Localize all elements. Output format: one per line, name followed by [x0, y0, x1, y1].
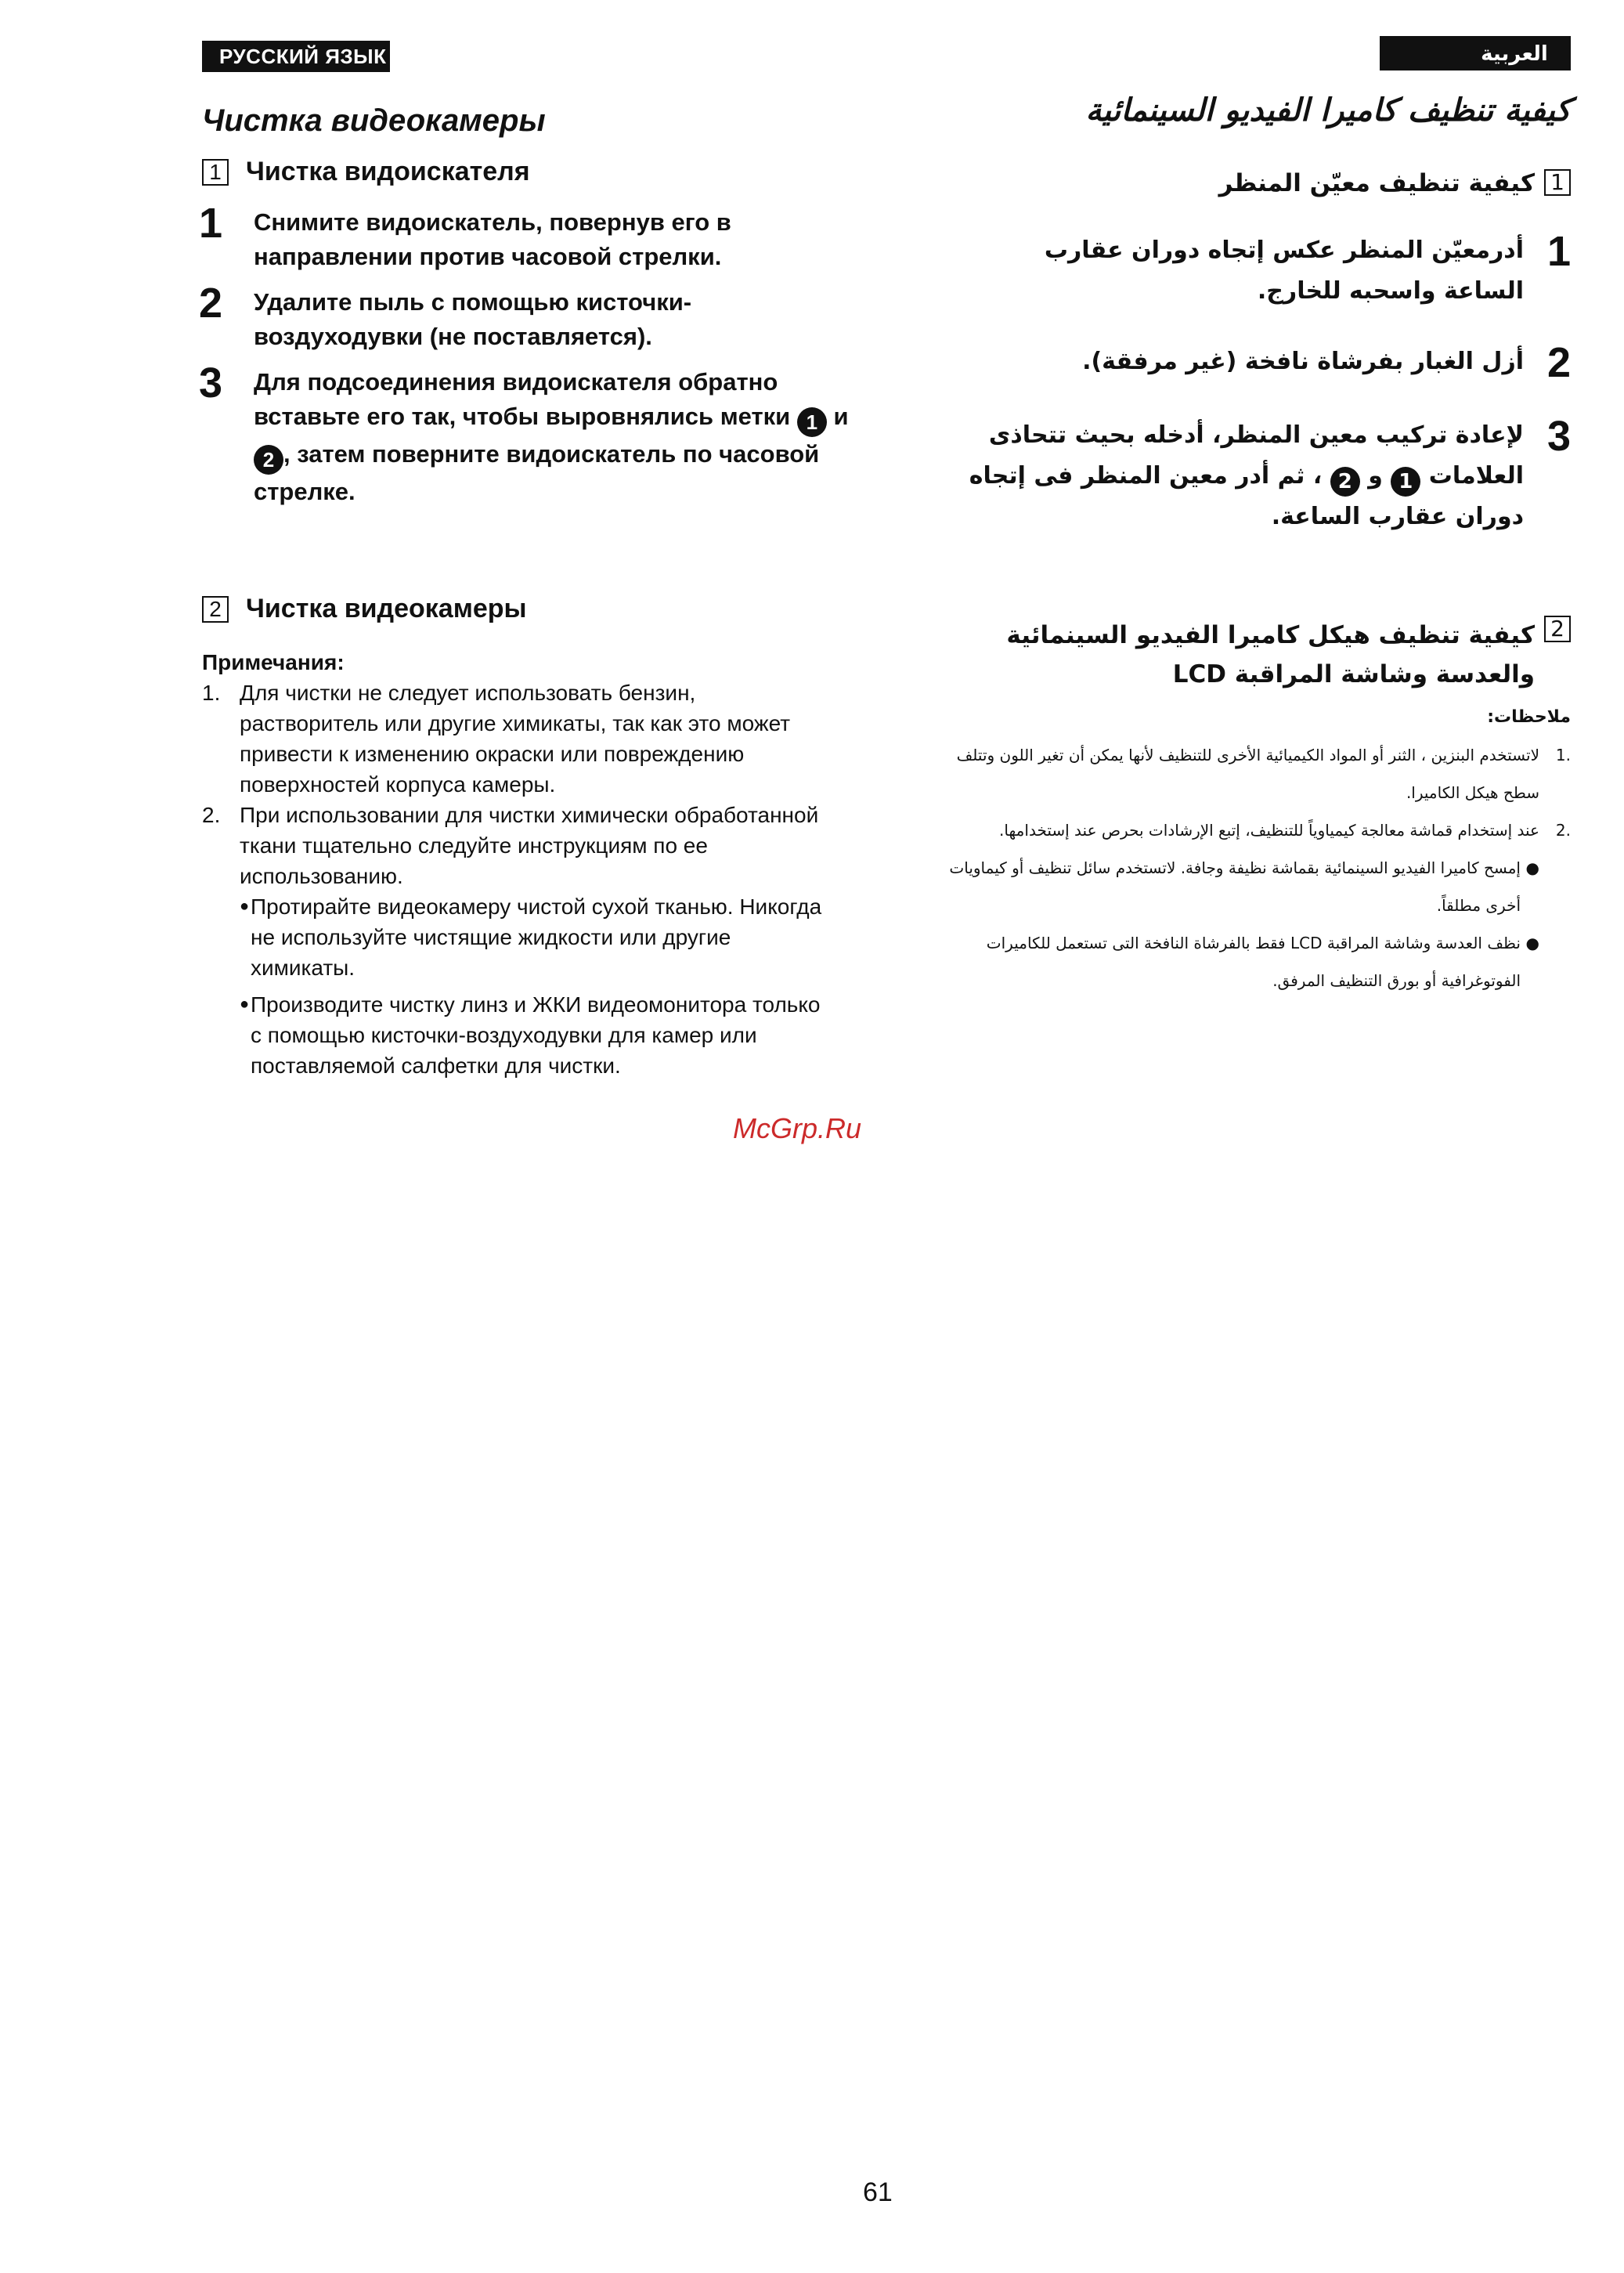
note-index: 2. [202, 803, 221, 827]
bullet-text: Производите чистку линз и ЖКИ видеомонитора только с помощью кисточки-воздуходувки для камер или поставляемой салфетки для чистки. [251, 992, 821, 1078]
russian-main-title: Чистка видеокамеры [202, 103, 546, 138]
step-text-part: , затем поверните видоискатель по часовой стрелке. [254, 440, 820, 505]
note-index: .2 [1555, 821, 1571, 840]
section-number-box: 2 [1544, 616, 1571, 642]
step-number: 1 [199, 200, 223, 247]
arabic-step-1 [960, 230, 1571, 312]
step-text-part: Для подсоединения видоискателя обратно вставьте его так, чтобы выровнялись метки [254, 368, 791, 430]
mark-1-icon: 1 [1391, 467, 1420, 497]
step-text: Удалите пыль с помощью кисточки-воздуходувки (не поставляется). [254, 288, 692, 350]
arabic-section-2-heading [944, 616, 1571, 694]
bullet-icon: ● [1525, 858, 1539, 877]
russian-step-2 [199, 282, 849, 354]
section-title: Чистка видеокамеры [246, 594, 527, 623]
bullet-icon: ● [1525, 934, 1539, 952]
russian-section-2-heading [202, 594, 527, 624]
note-bullet [944, 849, 1539, 924]
note-item [202, 800, 828, 891]
note-bullet [240, 891, 828, 983]
mark-1-icon: 1 [797, 407, 827, 437]
section-title: Чистка видоискателя [246, 157, 530, 186]
step-number: 2 [1546, 339, 1571, 386]
mark-2-icon: 2 [254, 445, 283, 475]
russian-step-1 [199, 202, 849, 274]
arabic-main-title: كيفية تنظيف كاميرا الفيديو السينمائية [1085, 92, 1571, 128]
note-text: Для чистки не следует использовать бензин, растворитель или другие химикаты, так как это может привести к изменению окраски или повреждению поверхностей корпуса камеры. [240, 681, 791, 797]
note-item [202, 678, 828, 800]
step-text-part: لإعادة تركيب معين المنظر، أدخله بحيث تتحاذى العلامات [988, 421, 1524, 490]
step-number: 2 [199, 280, 223, 327]
russian-notes [202, 647, 828, 1081]
step-text-part: و [1368, 462, 1383, 490]
notes-title: ملاحظات: [1487, 707, 1571, 727]
step-text: أدرمعيّن المنظر عكس إتجاه دوران عقارب الساعة واسحبه للخارج. [1044, 237, 1524, 305]
note-index: .1 [1555, 746, 1571, 764]
section-number-box: 2 [202, 596, 229, 623]
arabic-notes [944, 699, 1571, 999]
step-number: 3 [1546, 413, 1571, 460]
language-tab-arabic: العربية [1380, 36, 1571, 70]
note-item [944, 811, 1571, 849]
russian-step-3 [199, 362, 849, 509]
note-index: 1. [202, 681, 221, 705]
step-text [254, 365, 849, 509]
step-number: 3 [199, 360, 223, 407]
note-bullet [240, 989, 828, 1081]
step-text: أزل الغبار بفرشاة نافخة (غير مرفقة). [1082, 348, 1524, 375]
bullet-icon: ● [240, 996, 250, 1013]
mark-2-icon: 2 [1330, 467, 1360, 497]
bullet-text: إمسح كاميرا الفيديو السينمائية بقماشة نظيفة وجافة. لاتستخدم سائل تنظيف أو كيماويات أخرى مطلقاً. [949, 858, 1521, 915]
note-text: لاتستخدم البنزين ، الثنر أو المواد الكيميائية الأخرى للتنظيف لأنها يمكن أن تغير اللون وتتلف سطح هيكل الكاميرا. [956, 746, 1539, 802]
note-item [944, 736, 1571, 811]
russian-section-1-heading [202, 157, 530, 187]
note-bullet [944, 924, 1539, 999]
step-text [960, 415, 1524, 537]
step-text: Снимите видоискатель, повернув его в направлении против часовой стрелки. [254, 208, 731, 270]
section-title: كيفية تنظيف معيّن المنظر [1218, 169, 1535, 197]
notes-title: Примечания: [202, 650, 345, 674]
bullet-text: نظف العدسة وشاشة المراقبة LCD فقط بالفرشاة النافخة التى تستعمل للكاميرات الفوتوغرافية أو بورق التنظيف المرفق. [986, 934, 1521, 990]
section-number-box: 1 [1544, 169, 1571, 196]
step-number: 1 [1546, 228, 1571, 275]
page-number: 61 [863, 2177, 893, 2207]
language-tab-russian: РУССКИЙ ЯЗЫК [202, 41, 390, 72]
section-number-box: 1 [202, 159, 229, 186]
arabic-section-1-heading [1219, 169, 1571, 197]
section-title: كيفية تنظيف هيكل كاميرا الفيديو السينمائية والعدسة وشاشة المراقبة LCD [1006, 621, 1535, 688]
note-text: При использовании для чистки химически обработанной ткани тщательно следуйте инструкциям по ее использованию. [240, 803, 819, 888]
step-text-part: и [833, 403, 849, 430]
note-text: عند إستخدام قماشة معالجة كيمياوياً للتنظيف، إتبع الإرشادات بحرص عند إستخدامها. [999, 821, 1539, 840]
watermark: McGrp.Ru [733, 1112, 862, 1144]
step-text-part: ، ثم أدر معين المنظر فى إتجاه دوران عقارب الساعة. [969, 462, 1524, 530]
bullet-icon: ● [240, 898, 250, 915]
bullet-text: Протирайте видеокамеру чистой сухой тканью. Никогда не используйте чистящие жидкости или другие химикаты. [251, 894, 822, 980]
arabic-step-2 [960, 341, 1571, 384]
arabic-step-3 [960, 415, 1571, 537]
